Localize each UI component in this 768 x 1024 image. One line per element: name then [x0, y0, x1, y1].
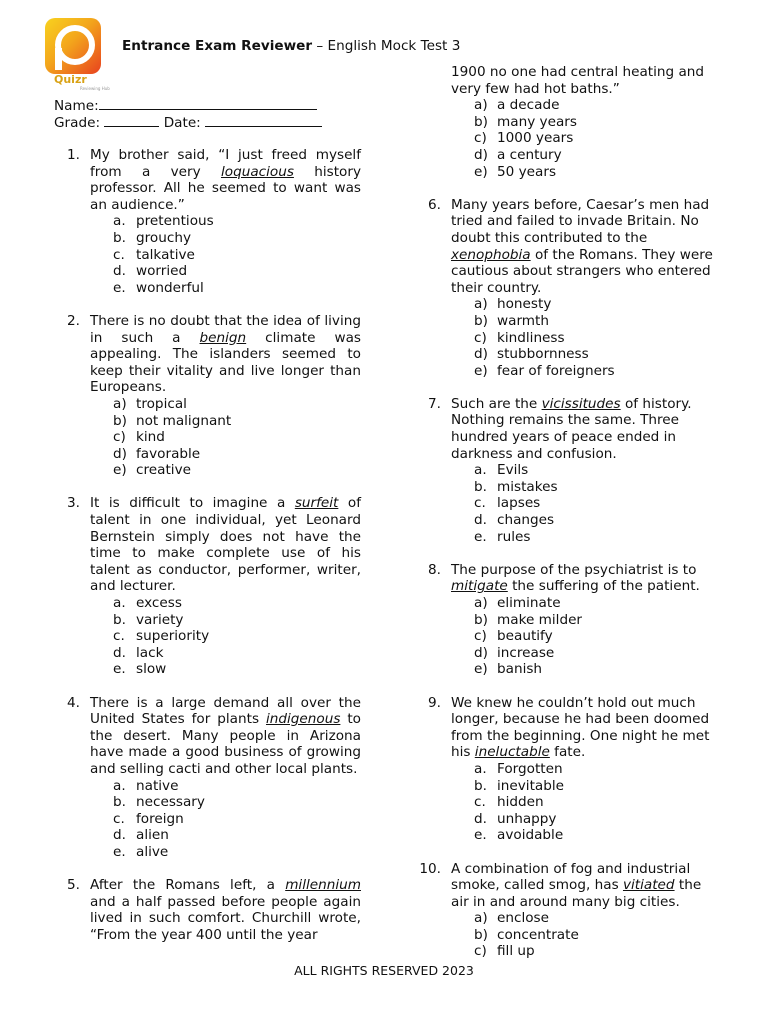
answer-option[interactable] — [474, 778, 720, 795]
option-letter: c. — [113, 628, 125, 645]
answer-options — [451, 761, 720, 844]
option-letter: b. — [474, 777, 487, 794]
option-text: unhappy — [497, 810, 557, 827]
name-field — [54, 97, 322, 114]
vocabulary-word: loquacious — [220, 163, 294, 180]
answer-options — [451, 462, 720, 545]
answer-option[interactable] — [113, 280, 361, 297]
option-letter: d. — [113, 263, 126, 280]
question-text — [90, 495, 361, 595]
option-letter: e. — [474, 528, 487, 545]
option-letter: c. — [474, 794, 486, 811]
question-text-before: After the Romans left, a — [90, 877, 286, 894]
answer-option[interactable] — [113, 595, 361, 612]
question-item — [415, 562, 720, 678]
answer-option[interactable] — [113, 794, 361, 811]
grade-label: Grade: — [54, 114, 101, 131]
question-number: 7. — [428, 395, 441, 412]
answer-option[interactable] — [474, 628, 720, 645]
answer-options — [90, 396, 361, 479]
answer-option[interactable] — [474, 313, 720, 330]
option-text: slow — [136, 661, 167, 678]
date-label: Date: — [163, 114, 201, 131]
option-text: lapses — [497, 495, 541, 512]
logo-subtext: Reviewing Hub — [80, 86, 110, 91]
option-text: avoidable — [497, 827, 564, 844]
question-text — [451, 861, 720, 911]
answer-option[interactable] — [474, 296, 720, 313]
option-letter: a. — [113, 595, 126, 612]
question-item — [415, 695, 720, 844]
option-letter: d) — [113, 445, 127, 462]
question-item — [415, 64, 720, 180]
option-text: variety — [136, 611, 184, 628]
right-column — [415, 64, 720, 977]
option-letter: e. — [113, 661, 126, 678]
answer-options — [451, 595, 720, 678]
option-letter: c. — [474, 495, 486, 512]
answer-option[interactable] — [474, 943, 720, 960]
question-text — [90, 147, 361, 213]
option-text: stubbornness — [497, 346, 589, 363]
option-letter: c. — [113, 246, 125, 263]
answer-option[interactable] — [113, 612, 361, 629]
title-bold: Entrance Exam Reviewer — [122, 38, 313, 54]
question-text-before: A combination of fog and industrial smoke, called smog, has — [451, 860, 691, 894]
option-letter: e) — [113, 462, 127, 479]
answer-option[interactable] — [474, 794, 720, 811]
option-text: enclose — [497, 910, 549, 927]
option-letter: e. — [113, 843, 126, 860]
name-label: Name: — [54, 98, 99, 114]
option-text: creative — [136, 462, 191, 479]
option-letter: b) — [474, 926, 488, 943]
question-text-before: Such are the — [451, 395, 542, 412]
question-number: 2. — [67, 312, 80, 329]
option-letter: d. — [474, 810, 487, 827]
answer-option[interactable] — [474, 661, 720, 678]
answer-option[interactable] — [474, 164, 720, 181]
question-text — [451, 695, 720, 761]
answer-option[interactable] — [474, 595, 720, 612]
option-text: wonderful — [136, 279, 204, 296]
option-letter: d. — [474, 512, 487, 529]
question-text-before: My brother said, “I just freed myself from a very — [90, 147, 361, 180]
answer-option[interactable] — [474, 761, 720, 778]
answer-option[interactable] — [474, 529, 720, 546]
option-letter: a) — [113, 395, 127, 412]
option-text: 50 years — [497, 163, 557, 180]
answer-option[interactable] — [474, 114, 720, 131]
option-letter: b. — [113, 611, 126, 628]
option-letter: c) — [474, 130, 487, 147]
option-text: mistakes — [497, 478, 558, 495]
answer-option[interactable] — [113, 413, 361, 430]
option-letter: b) — [474, 113, 488, 130]
question-number: 10. — [419, 860, 441, 877]
question-text-after: climate was appealing. The islanders seemed to keep their vitality and live longer than Europeans. — [90, 329, 361, 396]
option-text: a decade — [497, 97, 560, 114]
question-number: 6. — [428, 196, 441, 213]
answer-option[interactable] — [113, 778, 361, 795]
option-text: native — [136, 777, 179, 794]
question-item — [415, 396, 720, 545]
answer-options — [90, 595, 361, 678]
option-letter: d) — [474, 644, 488, 661]
left-column — [54, 147, 361, 960]
answer-options — [451, 97, 720, 180]
option-letter: a) — [474, 595, 488, 611]
option-text: many years — [497, 113, 577, 130]
question-text-before: 1900 no one had central heating and very few had hot baths.” — [451, 64, 705, 97]
option-text: grouchy — [136, 229, 191, 246]
answer-options — [451, 910, 720, 960]
answer-option[interactable] — [113, 213, 361, 230]
option-text: lack — [136, 644, 164, 661]
answer-option[interactable] — [474, 346, 720, 363]
vocabulary-word: benign — [199, 329, 247, 346]
answer-option[interactable] — [474, 495, 720, 512]
option-letter: d) — [474, 346, 488, 363]
answer-option[interactable] — [474, 330, 720, 347]
answer-option[interactable] — [113, 628, 361, 645]
vocabulary-word: surfeit — [294, 495, 339, 512]
grade-blank-line[interactable] — [104, 114, 159, 127]
answer-option[interactable] — [113, 263, 361, 280]
option-text: honesty — [497, 296, 552, 313]
vocabulary-word: millennium — [285, 877, 361, 894]
option-letter: a. — [474, 760, 487, 777]
answer-option[interactable] — [113, 396, 361, 413]
question-text — [90, 695, 361, 778]
question-text-before: We knew he couldn’t hold out much longer, because he had been doomed from the beginning. One night he met his — [451, 694, 710, 761]
option-text: warmth — [497, 312, 549, 329]
question-item — [54, 695, 361, 861]
option-text: kindliness — [497, 329, 565, 346]
option-letter: c. — [113, 810, 125, 827]
question-text-after: and a half passed before people again lived in such comfort. Churchill wrote, “From the year 400 until the year — [90, 893, 361, 943]
name-blank-line[interactable] — [99, 97, 317, 110]
option-letter: e) — [474, 163, 488, 180]
question-number: 5. — [67, 877, 80, 894]
answer-option[interactable] — [474, 479, 720, 496]
option-text: fear of foreigners — [497, 362, 615, 379]
option-text: not malignant — [136, 412, 232, 429]
answer-option[interactable] — [474, 910, 720, 927]
question-text — [451, 562, 720, 595]
answer-option[interactable] — [113, 230, 361, 247]
quizr-logo — [45, 18, 101, 74]
option-letter: e. — [113, 279, 126, 296]
answer-options — [90, 213, 361, 296]
page-title — [122, 38, 460, 55]
answer-option[interactable] — [113, 446, 361, 463]
question-text — [90, 877, 361, 943]
option-text: Evils — [497, 462, 529, 479]
question-text-before: Many years before, Caesar’s men had tried and failed to invade Britain. No doubt this contributed to the — [451, 196, 710, 246]
vocabulary-word: vicissitudes — [541, 395, 621, 412]
question-item — [54, 877, 361, 943]
option-text: alien — [136, 827, 169, 844]
option-text: increase — [497, 644, 555, 661]
option-letter: b. — [113, 794, 126, 811]
option-text: kind — [136, 429, 165, 446]
option-text: inevitable — [497, 777, 565, 794]
option-letter: b) — [474, 611, 488, 628]
option-letter: d. — [113, 644, 126, 661]
question-item — [415, 861, 720, 961]
answer-options — [90, 778, 361, 861]
question-text-before: There is a large demand all over the United States for plants — [90, 694, 361, 728]
answer-option[interactable] — [474, 827, 720, 844]
footer-copyright: ALL RIGHTS RESERVED 2023 — [294, 963, 474, 978]
option-text: Forgotten — [497, 760, 563, 777]
answer-option[interactable] — [113, 247, 361, 264]
question-item — [415, 197, 720, 380]
answer-option[interactable] — [113, 645, 361, 662]
answer-option[interactable] — [113, 827, 361, 844]
question-text-before: There is no doubt that the idea of living in such a — [90, 312, 361, 346]
option-letter: c) — [474, 943, 487, 960]
answer-option[interactable] — [113, 429, 361, 446]
question-item — [54, 495, 361, 678]
option-text: banish — [497, 661, 543, 678]
option-letter: e) — [474, 362, 488, 379]
question-text-after: the suffering of the patient. — [507, 578, 700, 595]
option-letter: a) — [474, 97, 488, 114]
question-text-before: It is difficult to imagine a — [90, 495, 295, 512]
option-text: concentrate — [497, 926, 579, 943]
option-text: 1000 years — [497, 130, 574, 147]
option-letter: a) — [474, 910, 488, 927]
option-text: foreign — [136, 810, 184, 827]
answer-option[interactable] — [474, 462, 720, 479]
question-text-after: to the desert. Many people in Arizona have made a good business of growing and selling cacti and other local plants. — [90, 711, 362, 777]
option-text: favorable — [136, 445, 201, 462]
option-letter: b) — [474, 312, 488, 329]
answer-option[interactable] — [474, 612, 720, 629]
question-text-after: of the Romans. They were cautious about strangers who entered their country. — [451, 246, 713, 296]
answer-option[interactable] — [113, 462, 361, 479]
grade-date-field — [54, 114, 322, 131]
option-letter: a) — [474, 296, 488, 313]
option-letter: b. — [113, 229, 126, 246]
option-letter: a. — [113, 777, 126, 794]
title-rest: – English Mock Test 3 — [312, 38, 461, 54]
answer-option[interactable] — [474, 645, 720, 662]
answer-option[interactable] — [113, 844, 361, 861]
option-text: hidden — [497, 794, 544, 811]
question-number: 8. — [428, 561, 441, 578]
option-letter: b. — [474, 478, 487, 495]
question-text-after: history professor. All he seemed to want was an audience.” — [90, 163, 361, 213]
vocabulary-word: xenophobia — [451, 246, 531, 263]
option-text: alive — [136, 843, 169, 860]
date-blank-line[interactable] — [205, 114, 322, 127]
option-text: necessary — [136, 794, 205, 811]
option-letter: a. — [474, 462, 487, 479]
question-text-after: the air in and around many big cities. — [451, 877, 702, 910]
question-number: 9. — [428, 694, 441, 711]
answer-option[interactable] — [474, 363, 720, 380]
option-letter: b) — [113, 412, 127, 429]
question-text-after: of history. Nothing remains the same. Three hundred years of peace ended in darkness and confusion. — [451, 395, 692, 462]
option-text: eliminate — [497, 595, 561, 611]
question-text — [451, 197, 720, 297]
option-text: pretentious — [136, 213, 214, 230]
vocabulary-word: ineluctable — [474, 744, 550, 761]
option-letter: d. — [113, 827, 126, 844]
question-text — [90, 313, 361, 396]
question-text-after: of talent in one individual, yet Leonard Bernstein simply does not have the time to make complete use of his talent as conductor, performer, writer, and lecturer. — [90, 495, 361, 595]
option-text: beautify — [497, 628, 553, 645]
option-text: a century — [497, 146, 562, 163]
option-text: excess — [136, 595, 182, 612]
option-letter: d) — [474, 146, 488, 163]
question-text — [451, 396, 720, 462]
question-number: 3. — [67, 495, 80, 512]
answer-option[interactable] — [474, 811, 720, 828]
vocabulary-word: vitiated — [622, 877, 675, 894]
option-text: changes — [497, 512, 555, 529]
question-item — [54, 147, 361, 296]
question-number: 4. — [67, 694, 80, 711]
option-text: talkative — [136, 246, 195, 263]
option-text: tropical — [136, 395, 187, 412]
answer-options — [451, 296, 720, 379]
answer-option[interactable] — [474, 97, 720, 114]
student-fields — [54, 97, 322, 130]
option-letter: c) — [474, 628, 487, 645]
question-number: 1. — [67, 147, 80, 163]
option-text: make milder — [497, 611, 583, 628]
option-letter: e. — [474, 827, 487, 844]
answer-option[interactable] — [474, 147, 720, 164]
option-letter: c) — [113, 429, 126, 446]
logo-stem-shape — [55, 48, 62, 70]
answer-option[interactable] — [113, 661, 361, 678]
option-letter: a. — [113, 213, 126, 230]
vocabulary-word: indigenous — [265, 711, 341, 728]
answer-option[interactable] — [113, 811, 361, 828]
option-letter: c) — [474, 329, 487, 346]
option-text: superiority — [136, 628, 210, 645]
answer-option[interactable] — [474, 512, 720, 529]
question-item — [54, 313, 361, 479]
vocabulary-word: mitigate — [451, 578, 508, 595]
answer-option[interactable] — [474, 927, 720, 944]
option-text: worried — [136, 263, 188, 280]
logo-text: Quizr — [54, 73, 87, 86]
option-text: fill up — [497, 943, 535, 960]
option-letter: e) — [474, 661, 488, 678]
answer-option[interactable] — [474, 130, 720, 147]
question-text-before: The purpose of the psychiatrist is to — [451, 561, 697, 578]
option-text: rules — [497, 528, 531, 545]
question-text — [451, 64, 720, 97]
question-text-after: fate. — [549, 744, 586, 761]
